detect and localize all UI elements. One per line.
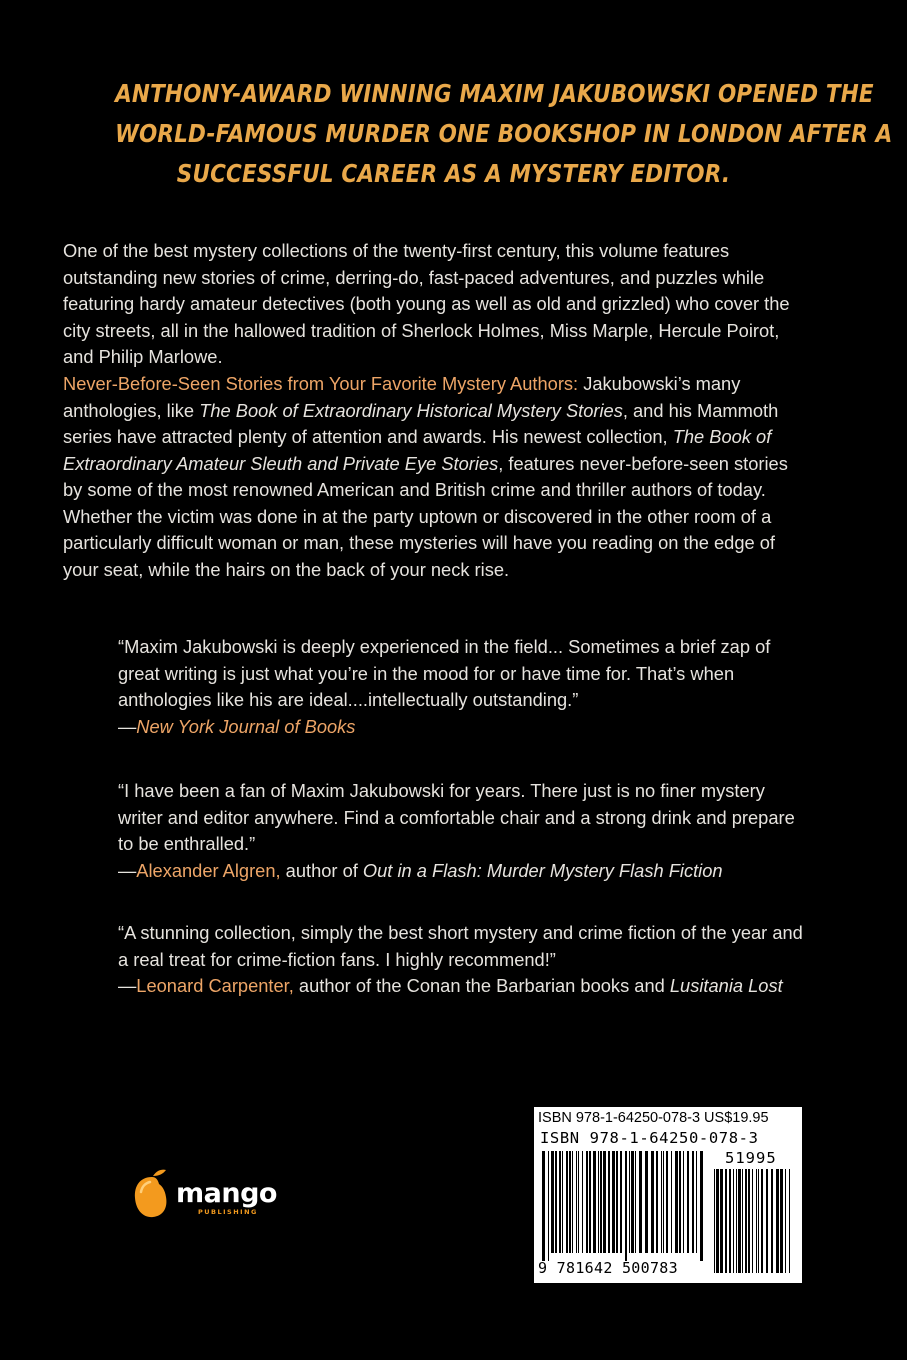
section-heading: Never-Before-Seen Stories from Your Favorite Mystery Authors: — [63, 373, 579, 394]
barcode-bar — [736, 1169, 737, 1273]
barcode-bar — [679, 1151, 681, 1253]
publisher-name: mango — [176, 1178, 277, 1209]
publisher-logo — [132, 1166, 302, 1220]
headline-line-2: WORLD-FAMOUS MURDER ONE BOOKSHOP IN LONDON AFTER A — [115, 119, 893, 148]
barcode-box — [534, 1107, 802, 1283]
barcode-bar — [666, 1151, 668, 1253]
book-title-amateur-sleuth: The Book of Extraordinary Amateur Sleuth and Private Eye Stories — [63, 426, 772, 474]
barcode-bar — [671, 1151, 672, 1253]
description-text-1: Jakubowski’s many anthologies, like — [63, 373, 741, 421]
barcode-bar — [733, 1169, 734, 1273]
book-title-historical: The Book of Extraordinary Historical Mystery Stories — [199, 399, 623, 421]
barcode-bar — [683, 1151, 684, 1253]
attribution-work: Out in a Flash: Murder Mystery Flash Fiction — [362, 859, 723, 881]
attribution-dash: — — [118, 975, 137, 996]
barcode-bar — [785, 1169, 786, 1273]
barcode-bar — [748, 1169, 750, 1273]
barcode-bar — [600, 1151, 602, 1253]
price-code: 51995 — [725, 1149, 777, 1167]
barcode-bar — [542, 1151, 545, 1261]
attribution-work: Lusitania Lost — [669, 975, 783, 996]
description-text-3: , features never-before-seen stories by some of the most renowned American and British crime and thriller authors of today. Whether the victim was done in at the party uptown or discovered in the other room of a particularly difficult woman or man, these mysteries will have you reading on the edge of your seat, while the hairs on the back of your neck rise. — [63, 452, 788, 580]
barcode-bar — [661, 1151, 662, 1253]
barcode-bar — [725, 1169, 727, 1273]
barcode-bar — [603, 1151, 606, 1253]
barcode-bar — [593, 1151, 596, 1253]
ean-bars — [542, 1151, 703, 1261]
attribution-name: Alexander Algren, — [136, 859, 281, 881]
blurb-attribution — [118, 858, 808, 885]
barcode-bar — [578, 1151, 579, 1253]
isbn-price-label: ISBN 978-1-64250-078-3 US$19.95 — [538, 1110, 769, 1126]
barcode-bar — [620, 1151, 622, 1253]
barcode-bar — [745, 1169, 747, 1273]
barcode-bar — [559, 1151, 561, 1253]
barcode-bar — [586, 1151, 588, 1253]
barcode-bar — [572, 1151, 573, 1253]
barcode-bar — [663, 1151, 664, 1253]
attribution-role: author of the Conan the Barbarian books and — [293, 975, 670, 996]
barcode-bar — [639, 1151, 642, 1253]
barcode-bars — [534, 1107, 802, 1283]
barcode-bar — [687, 1151, 689, 1253]
attribution-role: author of — [280, 859, 363, 881]
isbn-label-mono: ISBN 978-1-64250-078-3 — [540, 1129, 759, 1147]
barcode-bar — [692, 1151, 694, 1253]
barcode-bar — [635, 1151, 636, 1253]
barcode-bar — [738, 1169, 741, 1273]
blurb-attribution — [118, 973, 808, 1000]
barcode-bar — [569, 1151, 571, 1253]
headline-line-3: SUCCESSFUL CAREER AS A MYSTERY EDITOR. — [176, 159, 731, 188]
barcode-bar — [771, 1169, 773, 1273]
barcode-bar — [582, 1151, 583, 1253]
barcode-bar — [729, 1169, 731, 1273]
attribution-dash: — — [118, 859, 137, 881]
barcode-bar — [761, 1169, 763, 1273]
intro-paragraph: One of the best mystery collections of the twenty-first century, this volume features outstanding new stories of crime, derring-do, fast-paced adventures, and puzzles while featuring hardy amateur detectives (both young as well as old and grizzled) who cover the city streets, all in the hallowed tradition of Sherlock Holmes, Miss Marple, Hercule Poirot, and Philip Marlowe. — [63, 240, 790, 367]
barcode-bar — [551, 1151, 554, 1253]
barcode-bar — [700, 1151, 703, 1261]
barcode-bar — [612, 1151, 615, 1253]
blurb-attribution — [118, 714, 808, 741]
headline — [115, 74, 893, 194]
addon-bars — [714, 1169, 790, 1273]
barcode-bar — [789, 1169, 790, 1273]
attribution-dash: — — [118, 715, 137, 737]
barcode-bar — [631, 1151, 634, 1253]
barcode-bar — [752, 1169, 753, 1273]
barcode-bar — [720, 1169, 723, 1273]
barcode-bar — [548, 1151, 549, 1261]
barcode-bar — [562, 1151, 563, 1253]
barcode-bar — [716, 1169, 719, 1273]
barcode-bar — [656, 1151, 658, 1253]
barcode-bar — [742, 1169, 743, 1273]
barcode-bar — [598, 1151, 599, 1253]
headline-line-1: ANTHONY-AWARD WINNING MAXIM JAKUBOWSKI OPENED THE — [115, 79, 874, 108]
blurb-quote-2 — [118, 778, 808, 884]
barcode-bar — [756, 1169, 757, 1273]
barcode-bar — [696, 1151, 697, 1253]
ean-digits: 9 781642 500783 — [538, 1259, 678, 1277]
barcode-bar — [776, 1169, 779, 1273]
barcode-bar — [645, 1151, 648, 1253]
blurb-quote-text: “A stunning collection, simply the best short mystery and crime fiction of the year and a real treat for crime-fiction fans. I highly recommend!” — [118, 922, 803, 970]
barcode-bar — [608, 1151, 610, 1253]
barcode-bar — [555, 1151, 557, 1253]
barcode-bar — [625, 1151, 627, 1261]
description-paragraph — [63, 371, 808, 583]
blurb-quote-text: “Maxim Jakubowski is deeply experienced in the field... Sometimes a brief zap of great writing is just what you’re in the mood for or have time for. That’s when anthologies like his are ideal....intellectually outstanding.” — [118, 636, 771, 710]
barcode-bar — [616, 1151, 618, 1253]
publisher-subtitle: PUBLISHING — [198, 1208, 258, 1216]
attribution-name: Leonard Carpenter, — [136, 975, 294, 996]
barcode-bar — [780, 1169, 783, 1273]
barcode-bar — [675, 1151, 678, 1253]
barcode-bar — [651, 1151, 654, 1253]
blurb-quote-3 — [118, 920, 808, 1000]
description-text-2: , and his Mammoth series have attracted plenty of attention and awards. His newest collection, — [63, 399, 779, 447]
blurb-quote-text: “I have been a fan of Maxim Jakubowski for years. There just is no finer mystery writer and editor anywhere. Find a comfortable chair and a strong drink and prepare to be enthralled.” — [118, 780, 795, 854]
mango-icon — [132, 1166, 172, 1220]
barcode-bar — [714, 1169, 715, 1273]
attribution-source: New York Journal of Books — [136, 715, 356, 737]
blurb-quote-1 — [118, 634, 808, 740]
barcode-bar — [566, 1151, 568, 1253]
barcode-bar — [629, 1151, 630, 1253]
barcode-bar — [589, 1151, 591, 1253]
barcode-bar — [758, 1169, 759, 1273]
barcode-bar — [766, 1169, 768, 1273]
barcode-bar — [576, 1151, 577, 1253]
